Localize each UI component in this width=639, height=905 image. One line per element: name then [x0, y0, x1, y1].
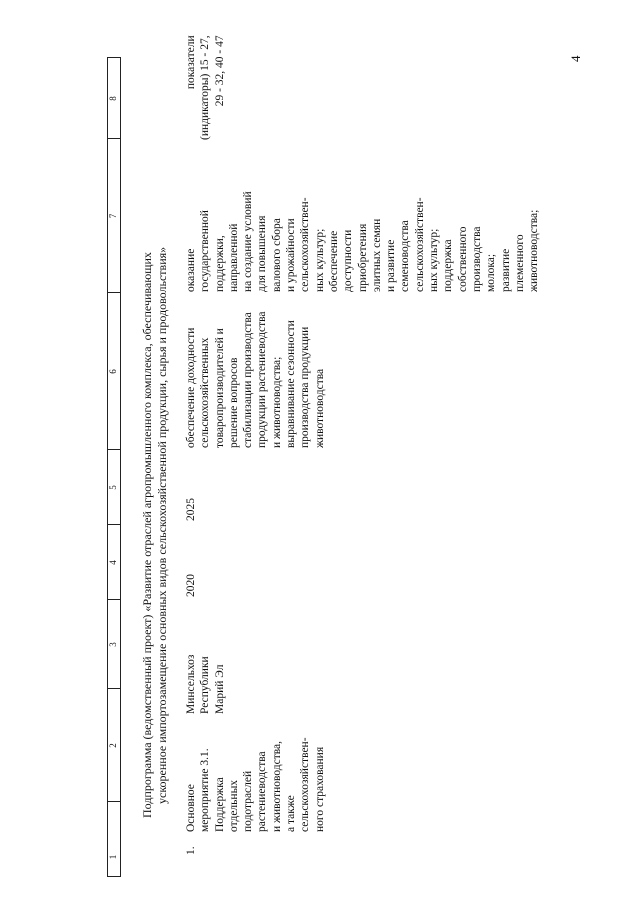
subprogram-title-text: Подпрограмма (ведомственный проект) «Развитие отраслей агропромышленного комплекса, обеспечивающих ускоренное импортозамещение основных видов сельскохозяйственной продукции, сырья и продовольствия» [140, 246, 169, 818]
start-year: 2020 [185, 574, 197, 597]
col-number-8: 8 [108, 96, 118, 101]
indicators-cell: показатели (индикаторы) 15 - 27, 29 - 32, 40 - 47 [185, 35, 226, 140]
col-number-5: 5 [108, 485, 118, 490]
col-number-3: 3 [108, 642, 118, 647]
col-number-1: 1 [108, 854, 118, 860]
page-number: 4 [568, 55, 583, 62]
col-number-2: 2 [108, 743, 118, 748]
end-year: 2025 [185, 498, 197, 521]
row-number-text: 1. [185, 846, 197, 855]
directions-cell: оказание государственной поддержки, направленной на создание условий для повышения валового сбора и урожайности сельскохозяйствен- ных культур; обеспечение доступности приобретения элитных семян и развитие семеноводства сельскохозяйствен- ных культур; поддержка собственного производства молока; развитие племенного животноводства; [185, 191, 541, 292]
executor-cell: Минсельхоз Республики Марий Эл [185, 654, 226, 714]
result-cell: обеспечение доходности сельскохозяйственных товаропроизводителей и решение вопросов стабилизации производства продукции растениеводства и животноводства; выравнивание сезонности производства продукции животноводства [185, 311, 326, 448]
header-bottom-border [120, 57, 121, 877]
col-number-6: 6 [108, 369, 118, 374]
col-number-7: 7 [108, 213, 118, 219]
col-number-4: 4 [108, 560, 118, 565]
measure-cell-text: Основное мероприятие 3.1. Поддержка отдельных подотраслей растениеводства и животноводства, а также сельскохозяйствен- ного страхования [185, 737, 326, 832]
